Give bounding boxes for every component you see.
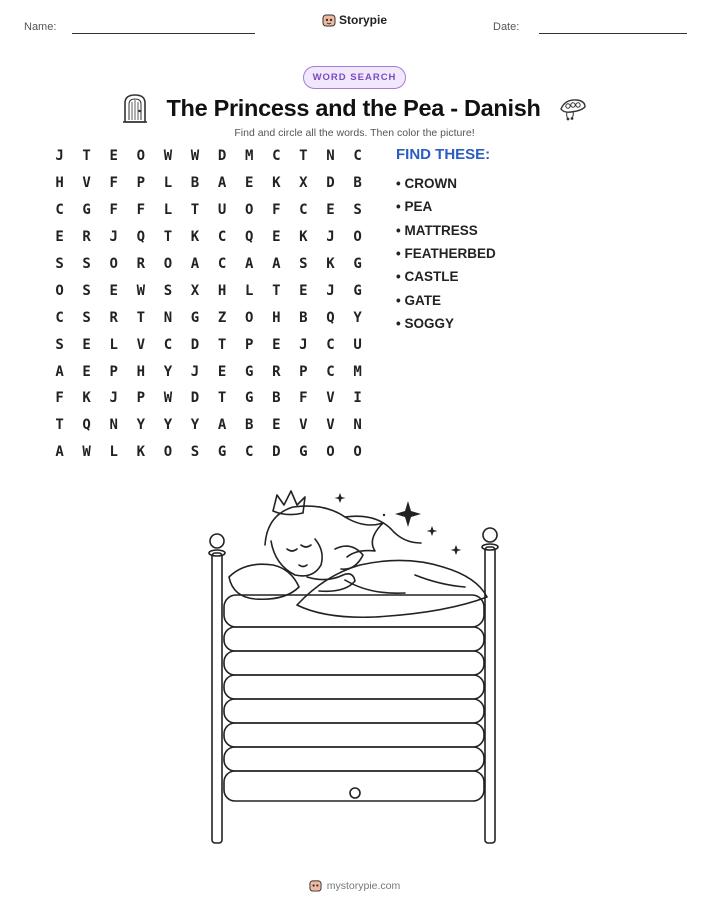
word-search-badge: WORD SEARCH (303, 66, 406, 89)
grid-cell[interactable]: R (136, 256, 146, 272)
name-field-line[interactable] (72, 33, 255, 34)
grid-cell[interactable]: E (217, 363, 227, 380)
grid-cell[interactable]: P (109, 363, 118, 380)
grid-cell[interactable]: T (190, 202, 200, 219)
grid-cell[interactable]: A (217, 417, 227, 434)
grid-cell[interactable]: C (55, 309, 64, 326)
grid-cell[interactable]: L (163, 202, 173, 219)
grid-cell[interactable]: A (190, 256, 200, 272)
grid-cell[interactable]: Y (190, 417, 200, 434)
grid-cell[interactable]: L (163, 175, 173, 192)
grid-row (46, 439, 371, 466)
grid-cell[interactable]: R (109, 309, 118, 326)
grid-cell[interactable]: B (244, 417, 254, 434)
grid-cell[interactable]: H (55, 175, 64, 192)
grid-cell[interactable]: C (326, 363, 335, 380)
grid-cell[interactable]: C (217, 229, 227, 246)
grid-cell[interactable]: K (82, 390, 91, 407)
grid-row (46, 224, 371, 251)
grid-cell[interactable]: P (244, 336, 254, 353)
name-label: Name: (24, 21, 57, 33)
grid-cell[interactable]: G (299, 444, 308, 461)
grid-cell[interactable]: V (136, 336, 146, 353)
grid-cell[interactable]: Y (353, 309, 362, 326)
grid-cell[interactable]: B (299, 309, 308, 326)
grid-cell[interactable]: D (190, 336, 200, 353)
grid-cell[interactable]: K (190, 229, 200, 246)
grid-cell[interactable]: T (272, 282, 281, 299)
grid-cell[interactable]: W (163, 390, 173, 407)
grid-cell[interactable]: T (163, 229, 173, 246)
grid-cell[interactable]: A (55, 363, 64, 380)
grid-cell[interactable]: K (326, 256, 335, 272)
grid-cell[interactable]: A (272, 256, 281, 272)
grid-cell[interactable]: E (244, 175, 254, 192)
grid-cell[interactable]: Y (163, 363, 173, 380)
grid-cell[interactable]: N (353, 417, 362, 434)
grid-cell[interactable]: S (190, 444, 200, 461)
grid-cell[interactable]: G (244, 390, 254, 407)
grid-cell[interactable]: J (326, 282, 335, 299)
princess-on-mattresses-illustration (195, 485, 515, 860)
grid-cell[interactable]: C (217, 256, 227, 272)
grid-cell[interactable]: F (55, 390, 64, 407)
grid-cell[interactable]: E (82, 336, 91, 353)
grid-cell[interactable]: M (244, 148, 254, 165)
grid-cell[interactable]: X (299, 175, 308, 192)
grid-cell[interactable]: E (272, 417, 281, 434)
grid-cell[interactable]: A (217, 175, 227, 192)
instructions: Find and circle all the words. Then color the picture! (234, 127, 475, 139)
grid-cell[interactable]: Q (82, 417, 91, 434)
grid-row (46, 412, 371, 439)
grid-cell[interactable]: O (353, 444, 362, 461)
grid-cell[interactable]: W (136, 282, 146, 299)
grid-cell[interactable]: Q (244, 229, 254, 246)
grid-cell[interactable]: V (326, 390, 335, 407)
grid-cell[interactable]: T (55, 417, 64, 434)
word-list-item: • PEA (396, 199, 433, 215)
grid-cell[interactable]: J (299, 336, 308, 353)
grid-cell[interactable]: H (272, 309, 281, 326)
grid-cell[interactable]: Q (136, 229, 146, 246)
grid-cell[interactable]: T (299, 148, 308, 165)
grid-cell[interactable]: F (109, 202, 118, 219)
grid-cell[interactable]: S (55, 256, 64, 272)
grid-cell[interactable]: G (244, 363, 254, 380)
grid-cell[interactable]: D (190, 390, 200, 407)
grid-cell[interactable]: C (163, 336, 173, 353)
grid-cell[interactable]: S (55, 336, 64, 353)
grid-cell[interactable]: L (109, 444, 118, 461)
page-title-row (100, 93, 609, 123)
grid-cell[interactable]: N (163, 309, 173, 326)
grid-cell[interactable]: C (326, 336, 335, 353)
grid-cell[interactable]: O (136, 148, 146, 165)
grid-cell[interactable]: N (326, 148, 335, 165)
grid-row (46, 143, 371, 170)
grid-cell[interactable]: K (136, 444, 146, 461)
date-field-line[interactable] (539, 33, 687, 34)
grid-cell[interactable]: E (326, 202, 335, 219)
grid-cell[interactable]: J (190, 363, 200, 380)
grid-cell[interactable]: G (190, 309, 200, 326)
grid-cell[interactable]: J (109, 390, 118, 407)
grid-cell[interactable]: O (109, 256, 118, 272)
grid-row (46, 277, 371, 304)
grid-cell[interactable]: L (109, 336, 118, 353)
grid-cell[interactable]: C (272, 148, 281, 165)
grid-cell[interactable]: J (55, 148, 64, 165)
grid-cell[interactable]: B (272, 390, 281, 407)
grid-cell[interactable]: V (82, 175, 91, 192)
grid-cell[interactable]: B (353, 175, 362, 192)
grid-cell[interactable]: S (82, 282, 91, 299)
grid-row (46, 251, 371, 278)
word-list (396, 172, 496, 335)
grid-cell[interactable]: X (190, 282, 200, 299)
grid-cell[interactable]: C (55, 202, 64, 219)
grid-row (46, 304, 371, 331)
grid-cell[interactable]: E (82, 363, 91, 380)
grid-cell[interactable]: O (55, 282, 64, 299)
footer-url[interactable]: mystorypie.com (326, 879, 401, 892)
grid-cell[interactable]: G (353, 256, 362, 272)
grid-row (46, 358, 371, 385)
grid-cell[interactable]: Q (326, 309, 335, 326)
grid-cell[interactable]: P (299, 363, 308, 380)
grid-cell[interactable]: F (109, 175, 118, 192)
grid-cell[interactable]: S (353, 202, 362, 219)
grid-cell[interactable]: G (82, 202, 91, 219)
grid-cell[interactable]: E (55, 229, 64, 246)
grid-cell[interactable]: P (136, 175, 146, 192)
find-these-heading: FIND THESE: (396, 146, 491, 163)
word-search-grid[interactable] (46, 143, 371, 466)
grid-cell[interactable]: F (272, 202, 281, 219)
grid-cell[interactable]: E (299, 282, 308, 299)
grid-cell[interactable]: T (82, 148, 91, 165)
word-list-item: • CROWN (396, 176, 457, 192)
door-icon (122, 93, 148, 123)
date-label: Date: (493, 21, 520, 33)
grid-cell[interactable]: M (353, 363, 362, 380)
grid-cell[interactable]: J (326, 229, 335, 246)
grid-row (46, 170, 371, 197)
grid-cell[interactable]: S (163, 282, 173, 299)
storypie-logo-icon (309, 879, 322, 892)
grid-cell[interactable]: O (353, 229, 362, 246)
grid-cell[interactable]: K (272, 175, 281, 192)
grid-cell[interactable]: T (217, 336, 227, 353)
grid-cell[interactable]: U (353, 336, 362, 353)
grid-cell[interactable]: D (217, 148, 227, 165)
grid-cell[interactable]: C (299, 202, 308, 219)
pea-icon (559, 95, 587, 121)
grid-cell[interactable]: R (82, 229, 91, 246)
grid-cell[interactable]: E (109, 148, 118, 165)
grid-cell[interactable]: V (299, 417, 308, 434)
grid-cell[interactable]: A (244, 256, 254, 272)
grid-cell[interactable]: D (326, 175, 335, 192)
grid-cell[interactable]: E (109, 282, 118, 299)
grid-cell[interactable]: E (272, 336, 281, 353)
grid-cell[interactable]: E (272, 229, 281, 246)
grid-cell[interactable]: Y (163, 417, 173, 434)
grid-cell[interactable]: Y (136, 417, 146, 434)
footer (0, 879, 709, 892)
grid-cell[interactable]: W (82, 444, 91, 461)
grid-cell[interactable]: B (190, 175, 200, 192)
grid-cell[interactable]: O (244, 309, 254, 326)
grid-cell[interactable]: I (353, 390, 362, 407)
grid-cell[interactable]: D (272, 444, 281, 461)
grid-cell[interactable]: T (217, 390, 227, 407)
word-list-item: • GATE (396, 292, 441, 308)
word-list-item: • SOGGY (396, 315, 454, 331)
grid-cell[interactable]: U (217, 202, 227, 219)
grid-cell[interactable]: Z (217, 309, 227, 326)
grid-cell[interactable]: O (163, 256, 173, 272)
grid-cell[interactable]: S (82, 256, 91, 272)
word-list-item: • MATTRESS (396, 222, 478, 238)
brand (322, 13, 387, 27)
storypie-logo-icon (322, 13, 336, 27)
grid-cell[interactable]: O (326, 444, 335, 461)
grid-cell[interactable]: J (109, 229, 118, 246)
grid-cell[interactable]: T (136, 309, 146, 326)
grid-cell[interactable]: C (353, 148, 362, 165)
grid-cell[interactable]: R (272, 363, 281, 380)
grid-cell[interactable]: W (163, 148, 173, 165)
grid-cell[interactable]: O (244, 202, 254, 219)
grid-cell[interactable]: N (109, 417, 118, 434)
grid-cell[interactable]: V (326, 417, 335, 434)
grid-cell[interactable]: W (190, 148, 200, 165)
grid-cell[interactable]: S (299, 256, 308, 272)
grid-cell[interactable]: F (136, 202, 146, 219)
grid-cell[interactable]: L (244, 282, 254, 299)
grid-cell[interactable]: H (136, 363, 146, 380)
page-title: The Princess and the Pea - Danish (166, 94, 541, 121)
grid-cell[interactable]: C (244, 444, 254, 461)
grid-cell[interactable]: K (299, 229, 308, 246)
word-list-item: • FEATHERBED (396, 246, 496, 262)
grid-cell[interactable]: G (217, 444, 227, 461)
grid-row (46, 197, 371, 224)
grid-cell[interactable]: S (82, 309, 91, 326)
grid-row (46, 331, 371, 358)
grid-cell[interactable]: P (136, 390, 146, 407)
grid-cell[interactable]: F (299, 390, 308, 407)
grid-cell[interactable]: O (163, 444, 173, 461)
grid-cell[interactable]: A (55, 444, 64, 461)
grid-row (46, 385, 371, 412)
word-list-item: • CASTLE (396, 269, 459, 285)
grid-cell[interactable]: G (353, 282, 362, 299)
grid-cell[interactable]: H (217, 282, 227, 299)
brand-name: Storypie (339, 13, 388, 27)
